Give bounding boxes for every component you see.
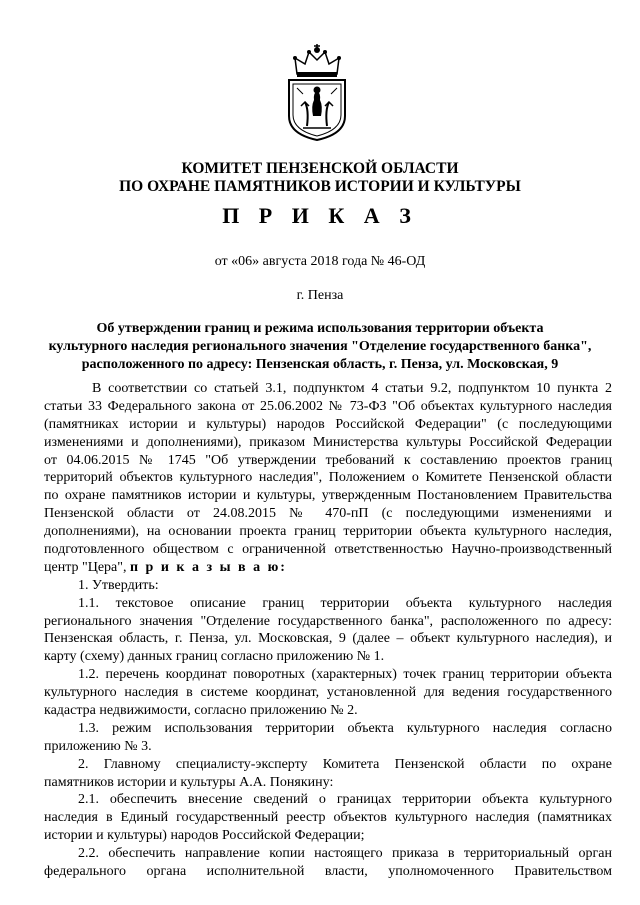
body-line: кадастра недвижимости, согласно приложению № 2. [44,703,358,719]
body-line: дополнениями), на основании проекта границ территории объекта культурного наследия, [44,524,612,540]
body-line: наследия в Единый государственный реестр объектов культурного наследия (памятниках [44,810,612,826]
date-and-number: от «06» августа 2018 года № 46-ОД [214,254,426,269]
body-line: территорий объектов культурного наследия", Положением о Комитете Пензенской области [44,470,612,486]
body-line: регионального значения "Отделение государственного банка", расположенного по адресу: [44,613,612,629]
body-line: истории и культуры) народов Российской Федерации; [44,828,365,844]
body-line: по охране памятников истории и культуры, утвержденным Постановлением Правительства [44,488,612,504]
body-line: 2.2. обеспечить направление копии настоящего приказа в территориальный орган [78,846,612,862]
document-subject [40,320,600,374]
body-line: приложению № 3. [44,738,152,754]
body-line-order-phrase [44,559,612,577]
org-name-line-1: КОМИТЕТ ПЕНЗЕНСКОЙ ОБЛАСТИ [181,160,459,177]
coat-of-arms-icon [283,44,351,142]
body-line: памятников истории и культуры А.А. Понякину: [44,774,334,790]
subject-line: расположенного по адресу: Пензенская область, г. Пенза, ул. Московская, 9 [81,357,559,372]
order-phrase-prefix: центр "Цера", [44,559,130,575]
body-line: изменениями и дополнениями), приказом Министерства культуры Российской Федерации [44,434,612,450]
body-line: статьи 33 Федерального закона от 25.06.2002 № 73-ФЗ "Об объектах культурного наследия [44,398,612,414]
subject-line: культурного наследия регионального значения "Отделение государственного банка", [48,339,592,354]
subject-line: Об утверждении границ и режима использования территории объекта [96,321,544,336]
document-type-title: П Р И К А З [222,203,418,228]
body-line: федерального органа исполнительной власти, уполномоченного Правительством [44,864,612,880]
body-line: 2. Главному специалисту-эксперту Комитета Пензенской области по охране [78,756,612,772]
body-line: культурного наследия в системе координат, установленной для ведения государственного [44,685,612,701]
body-line: В соответствии со статьей 3.1, подпунктом 4 статьи 9.2, подпунктом 10 пункта 2 [92,381,612,396]
body-line: 1. Утвердить: [78,577,159,593]
city: г. Пенза [296,288,344,303]
body-line: 1.3. режим использования территории объекта культурного наследия согласно [78,720,612,736]
body-line: 1.2. перечень координат поворотных (характерных) точек границ территории объекта [78,667,612,683]
body-line: карту (схему) данных границ согласно приложению № 1. [44,649,385,665]
body-line: 2.1. обеспечить внесение сведений о границах территории объекта культурного [78,792,612,808]
order-phrase-emphasis: п р и к а з ы в а ю: [129,559,287,575]
body-line: (памятниках истории и культуры) народов Российской Федерации" (с последующими [44,416,612,432]
document-body [44,380,612,881]
body-line: Пензенской области от 24.08.2015 № 470-пП (с последующими изменениями и [44,506,612,522]
body-line: Пензенская область, г. Пенза, ул. Московская, 9 (далее – объект культурного наследия), и [44,631,612,647]
body-line: от 04.06.2015 № 1745 "Об утверждении требований к составлению проектов границ [44,452,612,468]
body-line: подготовленного обществом с ограниченной ответственностью Научно-производственный [44,542,612,558]
body-line: 1.1. текстовое описание границ территории объекта культурного наследия [78,595,612,611]
org-name-line-2: ПО ОХРАНЕ ПАМЯТНИКОВ ИСТОРИИ И КУЛЬТУРЫ [119,178,521,195]
